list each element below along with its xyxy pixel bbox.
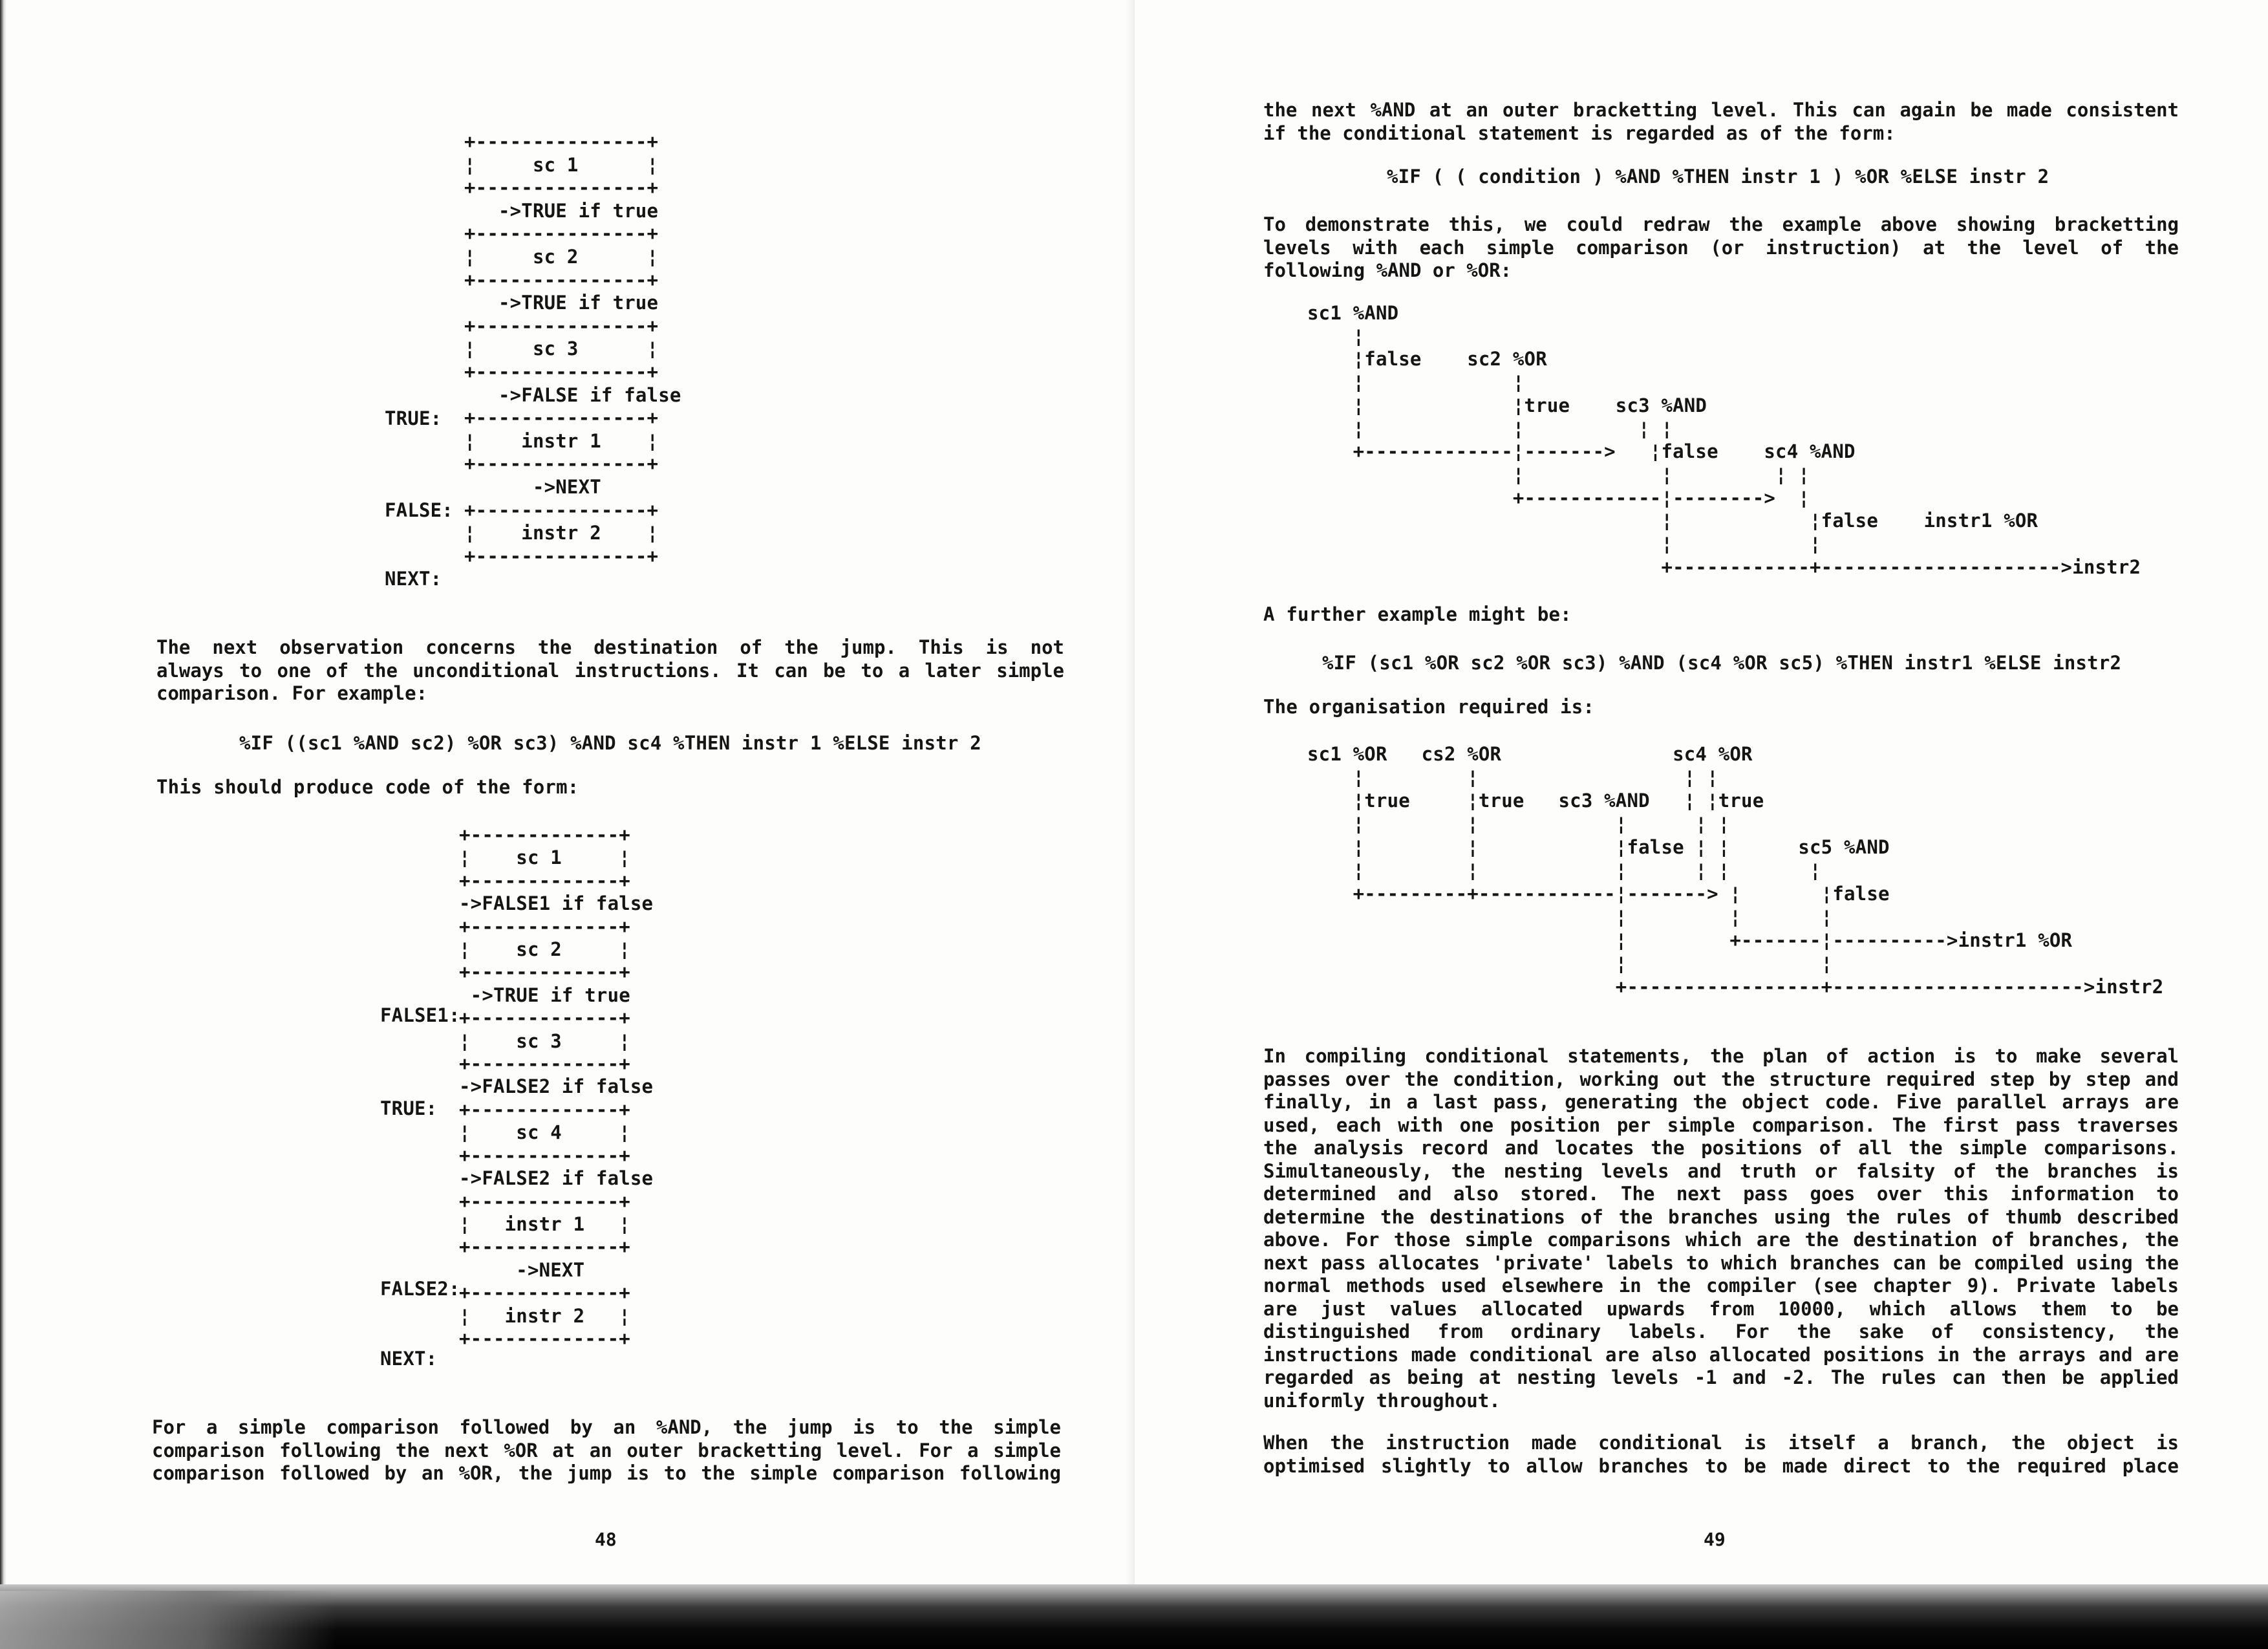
text-line: above. For those simple comparisons which are the destination of branches, the xyxy=(1263,1229,2179,1251)
page-number: 49 xyxy=(1704,1529,1726,1550)
text-line: are just values allocated upwards from 10000, which allows them to be xyxy=(1263,1297,2179,1320)
example-code-1: %IF ((sc1 %AND sc2) %OR sc3) %AND sc4 %THEN instr 1 %ELSE instr 2 xyxy=(239,732,981,754)
page-edge-shadow xyxy=(0,0,6,1649)
bracketting-diagram-1: sc1 %AND ¦ ¦false sc2 %OR ¦ ¦ ¦ ¦true sc3 %AND ¦ ¦ ¦ ¦ +-------------¦-------> ¦false sc4 %AND ¦ ¦ ¦ ¦ +------------¦--------> ¦ ¦ ¦false instr1 %OR ¦ ¦ +------------+--------------------->instr2 xyxy=(1307,302,2141,578)
scan-bottom-shadow xyxy=(0,1584,2268,1649)
text-line: The next observation concerns the destination of the jump. This is not xyxy=(156,636,1064,658)
intro-text-2: This should produce code of the form: xyxy=(156,776,579,798)
right-page xyxy=(1135,0,2268,1649)
text-line: finally, in a last pass, generating the object code. Five parallel arrays are xyxy=(1263,1091,2179,1113)
page-number: 48 xyxy=(595,1529,617,1550)
text-line: Simultaneously, the nesting levels and truth or falsity of the branches is xyxy=(1263,1159,2179,1182)
text-line: levels with each simple comparison (or instruction) at the level of the xyxy=(1263,236,2179,259)
text-line: comparison following the next %OR at an outer bracketting level. For a simple xyxy=(152,1439,1061,1461)
right-paragraph-3 xyxy=(1263,1045,2179,1412)
text-line: instructions made conditional are also allocated positions in the arrays and are xyxy=(1263,1343,2179,1366)
left-paragraph-2 xyxy=(152,1416,1061,1485)
text-line: regarded as being at nesting levels -1 and -2. The rules can then be applied xyxy=(1263,1366,2179,1388)
right-paragraph-4 xyxy=(1263,1432,2179,1478)
text-line: For a simple comparison followed by an %AND, the jump is to the simple xyxy=(152,1416,1061,1438)
text-line: comparison followed by an %OR, the jump is to the simple comparison following xyxy=(152,1462,1061,1484)
right-paragraph-1 xyxy=(1263,99,2179,145)
flowchart-2-label-next: NEXT: xyxy=(380,1348,438,1370)
text-line: next pass allocates 'private' labels to which branches can be compiled using the xyxy=(1263,1251,2179,1274)
text-line: determine the destinations of the branches using the rules of thumb described xyxy=(1263,1205,2179,1228)
text-line: used, each with one position per simple comparison. The first pass traverses xyxy=(1263,1114,2179,1136)
flowchart-1-label-false: FALSE: xyxy=(385,499,453,521)
flowchart-2-label-true: TRUE: xyxy=(380,1097,438,1119)
scan-bottom-glare xyxy=(0,1591,336,1649)
text-line: following %AND or %OR: xyxy=(1263,259,1512,281)
text-line: the next %AND at an outer bracketting level. This can again be made consistent xyxy=(1263,99,2179,121)
text-line: passes over the condition, working out the structure required step by step and xyxy=(1263,1068,2179,1090)
flowchart-2-label-false2: FALSE2: xyxy=(380,1278,460,1300)
flowchart-2-label-false1: FALSE1: xyxy=(380,1004,460,1026)
text-line: comparison. For example: xyxy=(156,682,428,704)
flowchart-1: +---------------+ ¦ sc 1 ¦ +---------------+ ->TRUE if true +---------------+ ¦ sc 2 ¦ +---------------+ ->TRUE if true +---------------+ ¦ sc 3 ¦ +---------------+ ->FALSE if false +---------------+ ¦ instr 1 ¦ +---------------+ ->NEXT +---------------+ ¦ instr 2 ¦ +---------------+ xyxy=(464,131,681,567)
organisation-diagram-2: sc1 %OR cs2 %OR sc4 %OR ¦ ¦ ¦ ¦ ¦true ¦true sc3 %AND ¦ ¦true ¦ ¦ ¦ ¦ ¦ ¦ ¦ ¦false ¦ ¦ sc5 %AND ¦ ¦ ¦ ¦ ¦ ¦ +---------+------------¦-------> ¦ ¦false ¦ ¦ ¦ ¦ +-------¦---------->instr1 %OR ¦ ¦ +-----------------+---------------------->instr2 xyxy=(1307,743,2164,998)
example-code-2: %IF (sc1 %OR sc2 %OR sc3) %AND (sc4 %OR sc5) %THEN instr1 %ELSE instr2 xyxy=(1322,652,2122,674)
text-line: When the instruction made conditional is itself a branch, the object is xyxy=(1263,1432,2179,1454)
conditional-form: %IF ( ( condition ) %AND %THEN instr 1 ) %OR %ELSE instr 2 xyxy=(1387,166,2049,188)
text-line: uniformly throughout. xyxy=(1263,1389,1501,1412)
text-line: optimised slightly to allow branches to be made direct to the required place xyxy=(1263,1454,2179,1477)
text-line: normal methods used elsewhere in the compiler (see chapter 9). Private labels xyxy=(1263,1275,2179,1297)
text-line: In compiling conditional statements, the plan of action is to make several xyxy=(1263,1045,2179,1067)
flowchart-1-label-next: NEXT: xyxy=(385,568,442,590)
intro-text-further-example: A further example might be: xyxy=(1263,603,1572,625)
text-line: distinguished from ordinary labels. For the sake of consistency, the xyxy=(1263,1320,2179,1342)
text-line: determined and also stored. The next pass goes over this information to xyxy=(1263,1183,2179,1205)
text-line: To demonstrate this, we could redraw the example above showing bracketting xyxy=(1263,213,2179,235)
text-line: if the conditional statement is regarded as of the form: xyxy=(1263,122,1896,144)
intro-text-organisation: The organisation required is: xyxy=(1263,696,1595,718)
left-paragraph-1 xyxy=(156,636,1064,706)
text-line: always to one of the unconditional instructions. It can be to a later simple xyxy=(156,659,1064,682)
text-line: the analysis record and locates the positions of all the simple comparisons. xyxy=(1263,1137,2179,1159)
flowchart-1-label-true: TRUE: xyxy=(385,407,442,429)
right-paragraph-2 xyxy=(1263,213,2179,283)
flowchart-2: +-------------+ ¦ sc 1 ¦ +-------------+ ->FALSE1 if false +-------------+ ¦ sc 2 ¦ +-------------+ ->TRUE if true +-------------+ ¦ sc 3 ¦ +-------------+ ->FALSE2 if false +-------------+ ¦ sc 4 ¦ +-------------+ ->FALSE2 if false +-------------+ ¦ instr 1 ¦ +-------------+ ->NEXT +-------------+ ¦ instr 2 ¦ +-------------+ xyxy=(459,824,654,1350)
